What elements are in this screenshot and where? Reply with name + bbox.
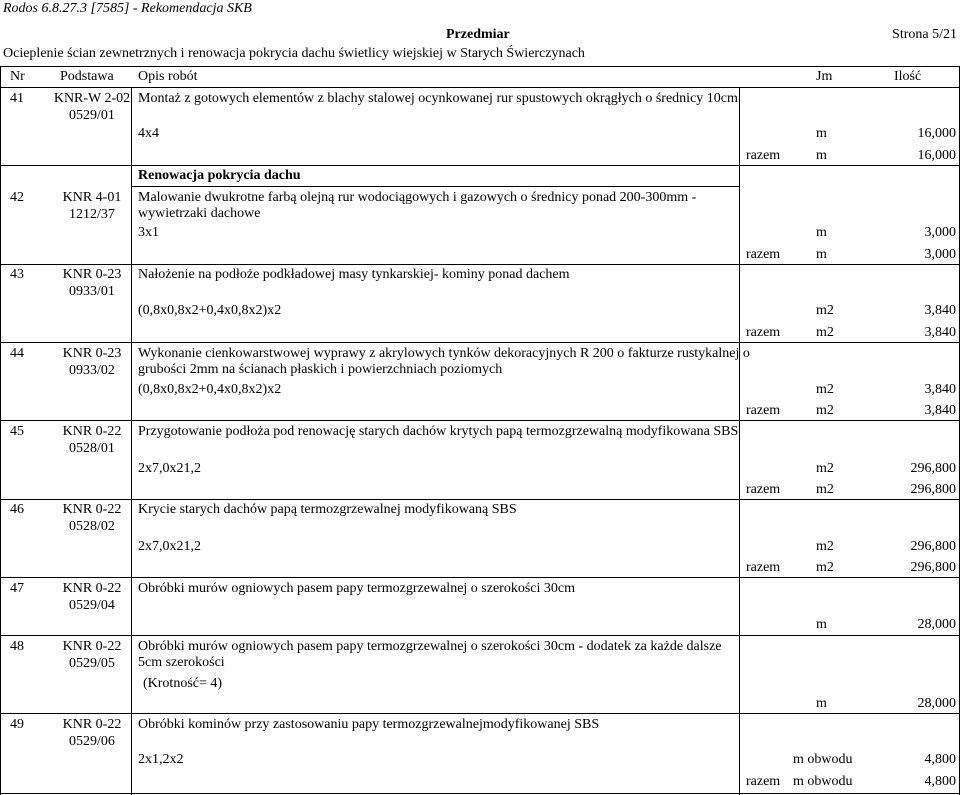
page-number: Strona 5/21 [892,27,957,42]
row-razem-jm: m [816,247,827,262]
col-jm: Jm [816,69,833,84]
row-calc-jm: m2 [816,461,834,476]
col-divider-opis [739,87,740,795]
row-calc-jm: m [816,225,827,240]
row-podstawa: KNR 0-22 [62,581,122,596]
row-razem-value: 3,840 [924,403,956,418]
row-separator [0,499,960,500]
row-razem-label: razem [746,482,781,497]
row-opis: Wykonanie cienkowarstwowej wyprawy z akrylowych tynków dekoracyjnych R 200 o fakturze rustykalnej o grubości 2mm na ścianach płaskich i powierzchniach poziomych [138,346,750,377]
row-calc-value: 16,000 [917,126,956,141]
table-bottom-line [0,793,960,794]
row-razem-value: 4,800 [924,774,956,789]
row-razem-value: 296,800 [910,560,956,575]
row-separator [0,577,960,578]
row-calc: 2x7,0x21,2 [138,461,201,476]
row-value: 28,000 [917,696,956,711]
row-calc-jm: m2 [816,303,834,318]
row-nr: 41 [10,91,24,106]
row-calc-value: 296,800 [910,539,956,554]
row-calc-jm: m2 [816,382,834,397]
doc-title: Przedmiar [446,27,510,42]
row-calc: (0,8x0,8x2+0,4x0,8x2)x2 [138,382,282,397]
row-razem-jm: m2 [816,325,834,340]
section-heading: Renowacja pokrycia dachu [138,168,301,183]
row-calc: 3x1 [138,225,159,240]
row-separator [0,342,960,343]
row-podstawa-code: 0529/01 [69,108,115,123]
row-opis: Krycie starych dachów papą termozgrzewalnej modyfikowaną SBS [138,502,517,517]
row-podstawa-code: 1212/37 [69,207,115,222]
row-opis: Malowanie dwukrotne farbą olejną rur wodociągowych i gazowych o średnicy ponad 200-300mm - wywietrzaki dachowe [138,190,697,221]
row-nr: 44 [10,346,24,361]
row-razem-jm: m2 [816,482,834,497]
row-podstawa: KNR 0-22 [62,717,122,732]
row-separator [0,165,960,166]
row-podstawa-code: 0528/01 [69,441,115,456]
row-separator [0,635,960,636]
row-jm: m [816,617,827,632]
row-nr: 47 [10,581,24,596]
row-opis: Obróbki murów ogniowych pasem papy termozgrzewalnej o szerokości 30cm - dodatek za każde dalsze 5cm szerokości [138,639,722,670]
row-razem-label: razem [746,247,781,262]
col-nr: Nr [10,69,25,84]
row-razem-value: 3,000 [924,247,956,262]
row-value: 28,000 [917,617,956,632]
row-razem-value: 296,800 [910,482,956,497]
row-podstawa: KNR 4-01 [62,190,122,205]
row-calc-value: 3,840 [924,303,956,318]
table-left-border [0,66,1,795]
row-nr: 42 [10,190,24,205]
row-calc-value: 3,840 [924,382,956,397]
row-opis: Montaż z gotowych elementów z blachy stalowej ocynkowanej rur spustowych okrągłych o średnicy 10cm [138,91,738,106]
row-podstawa: KNR 0-23 [62,267,122,282]
row-calc-jm: m obwodu [793,752,853,767]
row-razem-label: razem [746,148,781,163]
program-name: Rodos 6.8.27.3 [7585] - Rekomendacja SKB [3,1,252,16]
col-ilosc: Ilość [894,69,922,84]
row-calc-value: 3,000 [924,225,956,240]
row-podstawa-code: 0529/06 [69,734,115,749]
row-opis: Obróbki kominów przy zastosowaniu papy termozgrzewalnejmodyfikowanej SBS [138,717,600,732]
row-podstawa-code: 0529/04 [69,598,115,613]
row-razem-jm: m2 [816,403,834,418]
row-razem-jm: m [816,148,827,163]
row-calc: 2x1,2x2 [138,752,184,767]
row-nr: 43 [10,267,24,282]
row-podstawa-code: 0933/02 [69,363,115,378]
row-separator [0,713,960,714]
row-podstawa-code: 0529/05 [69,656,115,671]
row-razem-label: razem [746,325,781,340]
section-separator [131,186,740,187]
row-opis: Nałożenie na podłoże podkładowej masy tynkarskiej- kominy ponad dachem [138,267,570,282]
project-title: Ocieplenie ścian zewnetrznych i renowacja pokrycia dachu świetlicy wiejskiej w Starych Świerczynach [3,46,585,61]
header-top-line [0,66,960,67]
row-podstawa: KNR-W 2-02 [53,91,131,106]
header-bottom-line [0,87,960,88]
row-calc-value: 4,800 [924,752,956,767]
row-podstawa-code: 0528/02 [69,519,115,534]
col-podstawa: Podstawa [60,69,114,84]
row-nr: 49 [10,717,24,732]
row-razem-jm: m obwodu [793,774,853,789]
row-separator [0,420,960,421]
row-calc-jm: m2 [816,539,834,554]
row-razem-label: razem [746,560,781,575]
row-nr: 46 [10,502,24,517]
row-opis: Przygotowanie podłoża pod renowację starych dachów krytych papą termozgrzewalną modyfikowana SBS [138,424,739,439]
row-podstawa: KNR 0-22 [62,502,122,517]
row-jm: m [816,696,827,711]
row-separator [0,264,960,265]
row-calc-value: 296,800 [910,461,956,476]
row-razem-value: 3,840 [924,325,956,340]
row-podstawa: KNR 0-23 [62,346,122,361]
row-nr: 45 [10,424,24,439]
row-razem-value: 16,000 [917,148,956,163]
row-calc: 4x4 [138,126,159,141]
row-podstawa: KNR 0-22 [62,639,122,654]
row-calc: (0,8x0,8x2+0,4x0,8x2)x2 [138,303,282,318]
row-krotnosc: (Krotność= 4) [143,676,223,691]
row-razem-label: razem [746,403,781,418]
row-calc-jm: m [816,126,827,141]
row-razem-label: razem [746,774,781,789]
row-nr: 48 [10,639,24,654]
col-opis: Opis robót [138,69,198,84]
row-razem-jm: m2 [816,560,834,575]
row-podstawa: KNR 0-22 [62,424,122,439]
row-calc: 2x7,0x21,2 [138,539,201,554]
row-podstawa-code: 0933/01 [69,284,115,299]
row-opis: Obróbki murów ogniowych pasem papy termozgrzewalnej o szerokości 30cm [138,581,575,596]
